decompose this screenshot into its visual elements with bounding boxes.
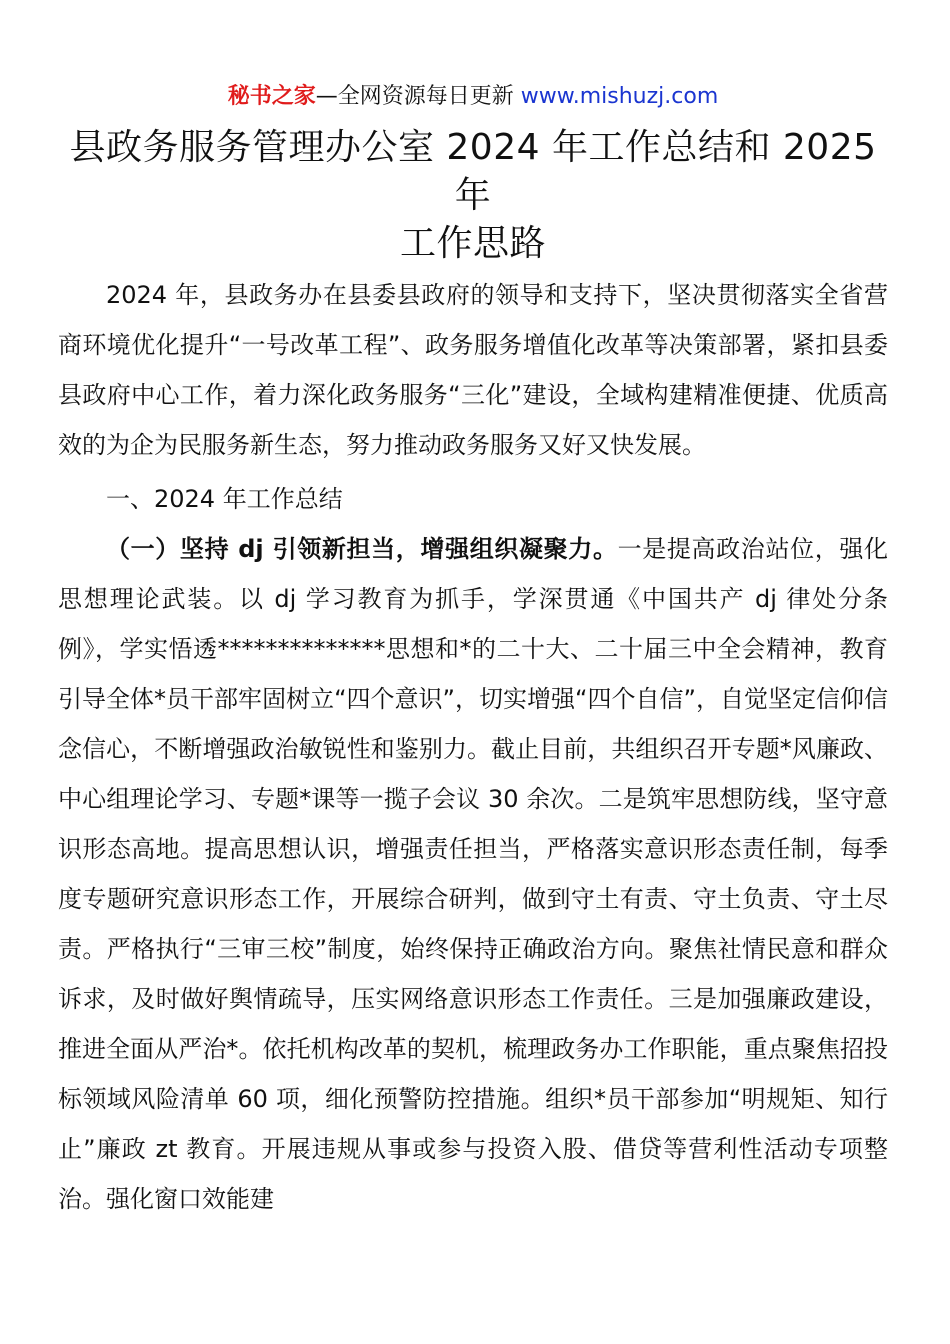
subsection-paragraph	[58, 524, 888, 1224]
banner-url-link[interactable]: www.mishuzj.com	[520, 84, 719, 109]
subsection-body: 一是提高政治站位，强化思想理论武装。以 dj 学习教育为抓手，学深贯通《中国共产 dj 律处分条例》，学实悟透**************思想和*的二十大、二十届三中全会精神，教育引导全体*员干部牢固树立“四个意识”，切实增强“四个自信”，自觉坚定信仰信念信心，不断增强政治敏锐性和鉴别力。截止目前，共组织召开专题*风廉政、中心组理论学习、专题*课等一揽子会议 30 余次。二是筑牢思想防线，坚守意识形态高地。提高思想认识，增强责任担当，严格落实意识形态责任制，每季度专题研究意识形态工作，开展综合研判，做到守土有责、守土负责、守土尽责。严格执行“三审三校”制度，始终保持正确政治方向。聚焦社情民意和群众诉求，及时做好舆情疏导，压实网络意识形态工作责任。三是加强廉政建设，推进全面从严治*。依托机构改革的契机，梳理政务办工作职能，重点聚焦招投标领域风险清单 60 项，细化预警防控措施。组织*员干部参加“明规矩、知行止”廉政 zt 教育。开展违规从事或参与投资入股、借贷等营利性活动专项整治。强化窗口效能建	[58, 535, 889, 1213]
intro-paragraph: 2024 年，县政务办在县委县政府的领导和支持下，坚决贯彻落实全省营商环境优化提升“一号改革工程”、政务服务增值化改革等决策部署，紧扣县委县政府中心工作，着力深化政务服务“三化”建设，全域构建精准便捷、优质高效的为企为民服务新生态，努力推动政务服务又好又快发展。	[58, 281, 888, 459]
site-banner	[58, 0, 888, 112]
subsection-lead: （一）坚持 dj 引领新担当，增强组织凝聚力。	[106, 535, 618, 563]
banner-tagline: —全网资源每日更新	[315, 84, 521, 109]
document-title	[58, 124, 888, 268]
title-line-2: 工作思路	[399, 223, 546, 264]
document-body	[58, 270, 888, 1224]
section-heading: 一、2024 年工作总结	[106, 485, 343, 513]
title-line-1: 县政务服务管理办公室 2024 年工作总结和 2025 年	[69, 127, 877, 216]
banner-brand: 秘书之家	[227, 84, 316, 109]
